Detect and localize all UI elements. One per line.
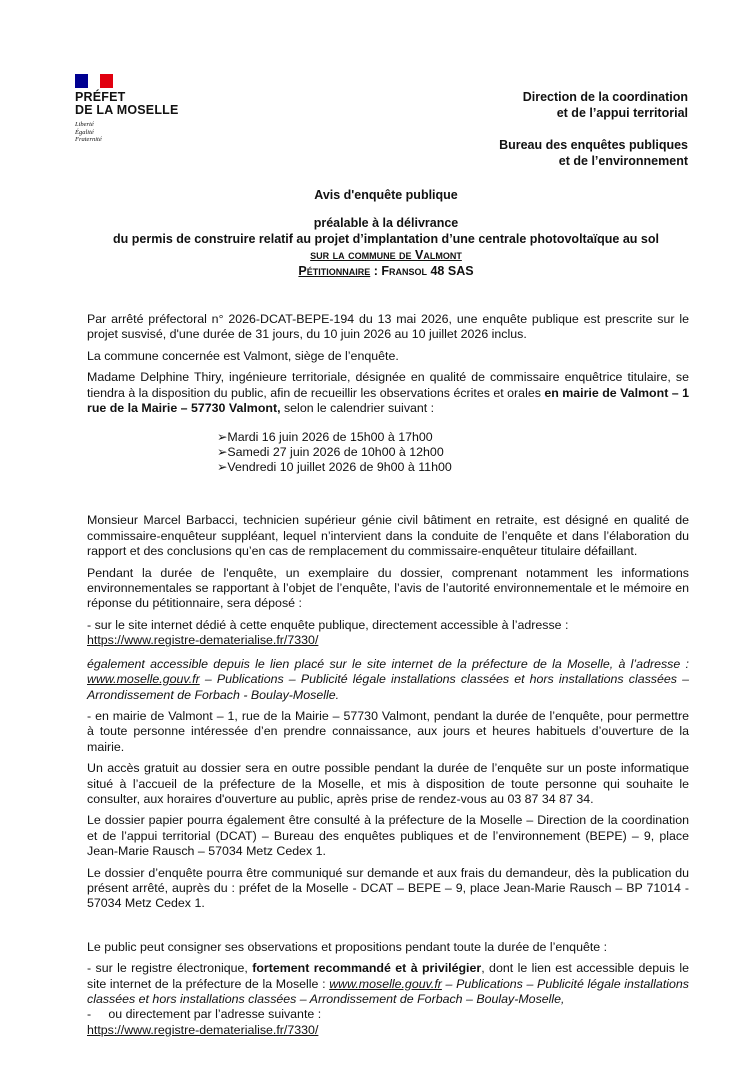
logo-line-2: DE LA MOSELLE: [75, 103, 179, 117]
schedule-item: ➢Mardi 16 juin 2026 de 15h00 à 17h00: [217, 430, 433, 445]
prefecture-site-path: – Publications – Publicité légale installations classées et hors installations classées – Arrondissement de Forbach - Boulay-Moselle.: [87, 672, 689, 702]
recommended-text: fortement recommandé et à privilégier: [252, 961, 482, 976]
paragraph-arrete: Par arrêté préfectoral n° 2026-DCAT-BEPE-194 du 13 mai 2026, une enquête publique est prescrite sur le projet susvisé, d'une durée de 31 jours, du 10 juin 2026 au 10 juillet 2026 inclus.: [87, 312, 689, 342]
paragraph-commune: La commune concernée est Valmont, siège de l’enquête.: [87, 348, 399, 363]
paragraph-prefecture-site: [87, 657, 689, 703]
prefecture-logo: [75, 74, 235, 144]
prefecture-site-text: également accessible depuis le lien placé sur le site internet de la préfecture de la Moselle, à l’adresse :: [87, 656, 689, 671]
notice-subtitle-1: préalable à la délivrance: [313, 216, 459, 230]
motto-egalite: Égalité: [75, 128, 94, 136]
bureau-line-1: Bureau des enquêtes publiques: [499, 138, 688, 152]
notice-subtitle-2: du permis de construire relatif au projet d’implantation d’une centrale photovoltaïque au sol: [113, 232, 659, 246]
petitioner-line: [84, 263, 688, 279]
registre-link[interactable]: https://www.registre-dematerialise.fr/7330/: [87, 633, 319, 648]
logo-line-1: PRÉFET: [75, 90, 126, 104]
dept-line-2: et de l’appui territorial: [556, 106, 688, 120]
petitioner-label: Pétitionnaire: [298, 264, 371, 278]
issuing-department: [499, 89, 688, 169]
paragraph-direct-address: - ou directement par l’adresse suivante :: [87, 1007, 322, 1022]
registre-text-2: , dont le lien est accessible depuis le site internet de la préfecture de la Moselle :: [87, 961, 690, 991]
notice-titles: [84, 187, 688, 279]
dept-line-1: Direction de la coordination: [522, 90, 688, 104]
commune-line: sur la commune de Valmont: [310, 248, 462, 262]
calendar-intro: selon le calendrier suivant :: [280, 401, 435, 416]
paragraph-mairie: - en mairie de Valmont – 1, rue de la Mairie – 57730 Valmont, pendant la durée de l’enquête, pour permettre à toute personne intéressée d’en prendre connaissance, aux jours et heures habituels d’ouverture de la mairie.: [87, 708, 689, 754]
paragraph-poste-informatique: Un accès gratuit au dossier sera en outre possible pendant la durée de l’enquête sur un poste informatique situé à l’accueil de la préfecture de la Moselle, et mis à disposition de toute personne qui souhaite le consulter, aux horaires d'ouverture au public, après prise de rendez-vous au 03 87 34 87 34.: [87, 761, 689, 806]
moselle-gouv-link[interactable]: www.moselle.gouv.fr: [87, 672, 200, 687]
paragraph-suppleant: Monsieur Marcel Barbacci, technicien supérieur génie civil bâtiment en retraite, est désigné en qualité de commissaire-enquêteur suppléant, lequel n’intervient dans la conduite de l’enquête et dans l’élaboration du rapport et des conclusions qu’en cas de remplacement du commissaire-enquêteur titulaire défaillant.: [87, 513, 689, 559]
moselle-gouv-link-2[interactable]: www.moselle.gouv.fr: [329, 976, 442, 991]
marianne-flag-icon: [75, 74, 113, 88]
registre-path: – Publications – Publicité légale installations classées et hors installations classées – Arrondissement de Forbach – Boulay-Moselle,: [87, 976, 689, 1006]
schedule-item: ➢Vendredi 10 juillet 2026 de 9h00 à 11h00: [217, 460, 452, 475]
commissaire-text: Madame Delphine Thiry, ingénieure territoriale, désignée en qualité de commissaire enquêtrice titulaire, se tiendra à la disposition du public, afin de recueillir les observations écrites et orales: [87, 370, 689, 400]
schedule-item: ➢Samedi 27 juin 2026 de 10h00 à 12h00: [217, 445, 444, 460]
permanence-schedule: [217, 430, 689, 475]
paragraph-communication: Le dossier d’enquête pourra être communiqué sur demande et aux frais du demandeur, dès la publication du présent arrêté, auprès du : préfet de la Moselle - DCAT – BEPE – 9, place Jean-Marie Rausch – BP 71014 - 57034 Metz Cedex 1.: [87, 865, 689, 911]
paragraph-dossier: Pendant la durée de l'enquête, un exemplaire du dossier, comprenant notamment les informations environnementales se rapportant à l’objet de l’enquête, l’avis de l’autorité environnementale et le mémoire en réponse du pétitionnaire, sera déposé :: [87, 565, 689, 611]
republic-motto: [75, 121, 235, 144]
registre-text: - sur le registre électronique,: [87, 961, 253, 976]
petitioner-sep: :: [370, 264, 382, 278]
paragraph-observations: Le public peut consigner ses observations et propositions pendant toute la durée de l’enquête :: [87, 939, 608, 954]
paragraph-commissaire: [87, 370, 689, 416]
motto-liberte: Liberté: [75, 121, 94, 128]
paragraph-registre-electronique: [87, 961, 689, 1007]
notice-body: [87, 312, 689, 1044]
motto-fraternite: Fraternité: [75, 136, 102, 143]
bureau-line-2: et de l’environnement: [558, 154, 688, 168]
mairie-address: en mairie de Valmont – 1 rue de la Mairie – 57730 Valmont,: [87, 385, 689, 416]
registre-link-2[interactable]: https://www.registre-dematerialise.fr/7330/: [87, 1022, 319, 1037]
petitioner-value: Fransol 48 SAS: [381, 264, 474, 278]
paragraph-dossier-papier: Le dossier papier pourra également être consulté à la préfecture de la Moselle – Direction de la coordination et de l’appui territorial (DCAT) – Bureau des enquêtes publiques et de l’environnement (BEPE) – 9, place Jean-Marie Rausch – 57034 Metz Cedex 1.: [87, 813, 689, 859]
notice-title: Avis d'enquête publique: [314, 188, 458, 202]
paragraph-website: - sur le site internet dédié à cette enquête publique, directement accessible à l’adresse :: [87, 617, 569, 632]
